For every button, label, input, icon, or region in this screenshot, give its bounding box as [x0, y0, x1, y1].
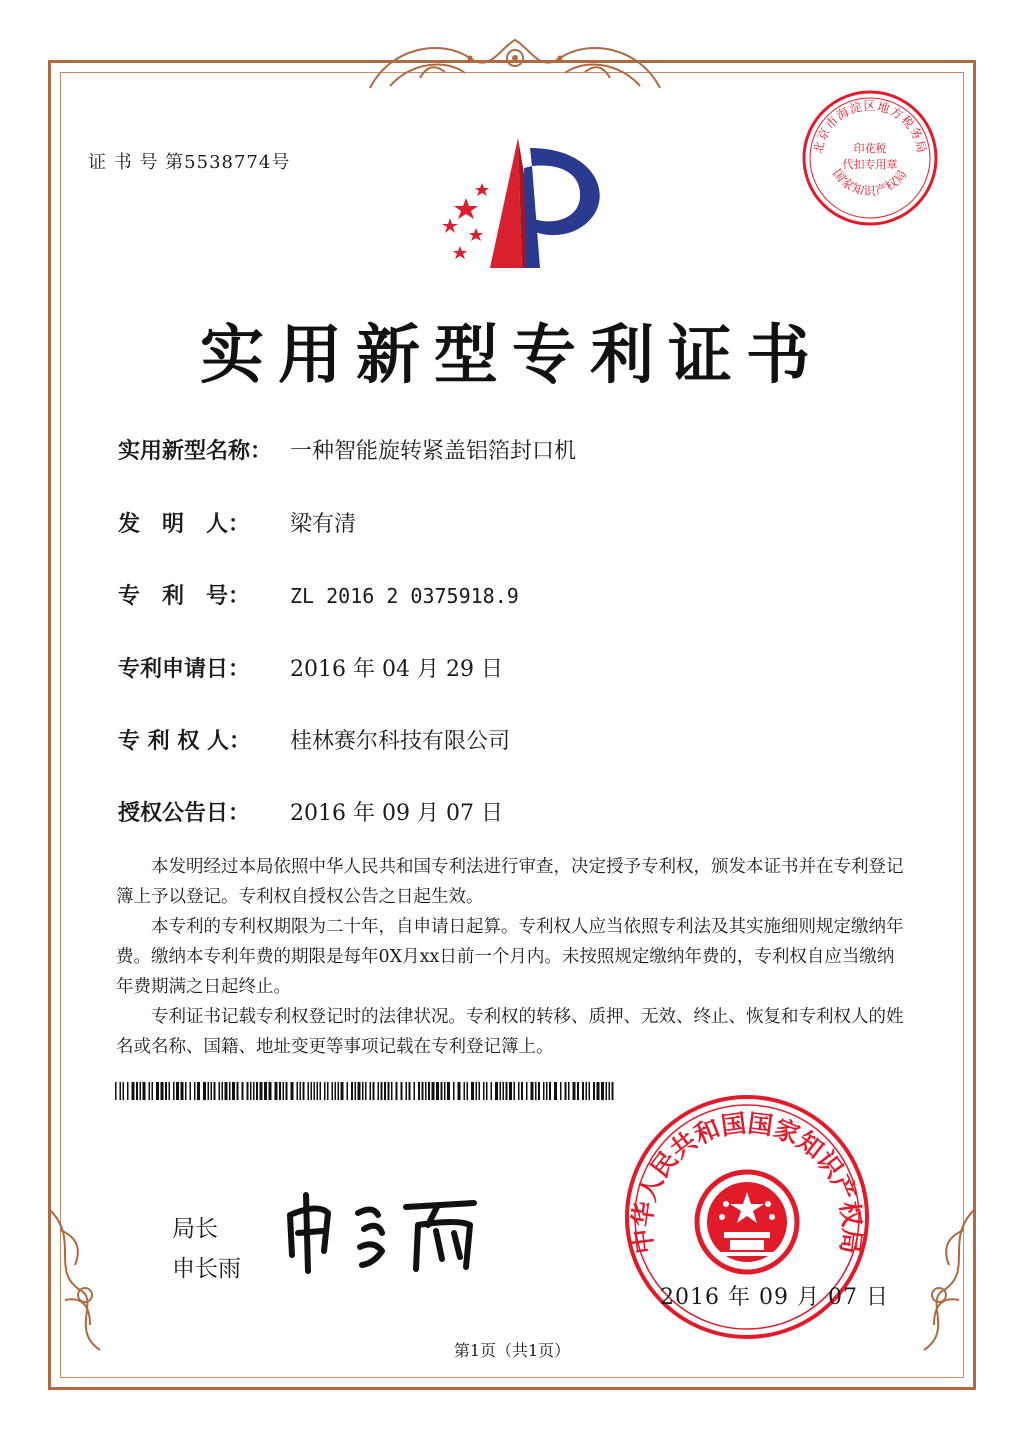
- certificate-body-text: [116, 852, 908, 1062]
- tax-stamp-center-line1: 印花税: [853, 142, 887, 155]
- barcode-bar: [526, 1082, 528, 1100]
- field-value: 梁有清: [290, 512, 357, 537]
- barcode-bar: [535, 1082, 537, 1100]
- barcode-bar: [173, 1082, 175, 1100]
- barcode-bar: [384, 1082, 386, 1100]
- barcode-bar: [538, 1082, 540, 1100]
- barcode-bar: [491, 1082, 493, 1100]
- barcode-bar: [185, 1082, 187, 1100]
- barcode-bar: [308, 1082, 310, 1100]
- barcode-bar: [589, 1082, 591, 1100]
- tax-stamp-bottom-text: 国家知识产权局: [829, 166, 911, 199]
- patent-office-logo: [420, 128, 610, 278]
- barcode-bar: [120, 1082, 122, 1100]
- certificate-number: 证 书 号 第5538774号: [88, 152, 291, 173]
- barcode-bar: [381, 1082, 383, 1100]
- barcode-bar: [303, 1082, 305, 1100]
- barcode-bar: [601, 1082, 604, 1100]
- barcode-bar: [543, 1082, 545, 1100]
- grant-date: 2016 年 09 月 07 日: [660, 1285, 889, 1310]
- barcode-bar: [464, 1082, 466, 1100]
- barcode-bar: [370, 1082, 372, 1100]
- bottom-right-ornament: [894, 1200, 984, 1360]
- barcode-bar: [506, 1082, 508, 1100]
- barcode-bar: [425, 1082, 427, 1100]
- field-label: 实用新型名称：: [118, 438, 273, 464]
- barcode-bar: [256, 1082, 258, 1100]
- barcode-bar: [483, 1082, 485, 1100]
- barcode-bar: [444, 1082, 446, 1100]
- barcode-bar: [391, 1082, 393, 1100]
- barcode-bar: [521, 1082, 523, 1100]
- field-label: 专 利 权 人：: [118, 728, 251, 754]
- barcode-bar: [441, 1082, 443, 1100]
- barcode-bar: [476, 1082, 478, 1100]
- field-value: ZL 2016 2 0375918.9: [290, 584, 519, 608]
- barcode-bar: [152, 1082, 154, 1100]
- barcode-bar: [320, 1082, 322, 1100]
- barcode-bar: [568, 1082, 570, 1100]
- barcode-bar: [211, 1082, 213, 1100]
- barcode-bar: [546, 1082, 548, 1100]
- barcode-bar: [253, 1082, 255, 1100]
- barcode-bar: [260, 1082, 263, 1100]
- barcode-bar: [495, 1082, 498, 1100]
- barcode-bar: [247, 1082, 249, 1100]
- barcode-bar: [612, 1082, 614, 1100]
- barcode-bar: [549, 1082, 551, 1100]
- barcode-bar: [401, 1082, 403, 1100]
- barcode-bar: [283, 1082, 285, 1100]
- barcode-bar: [573, 1082, 576, 1100]
- body-paragraph: 本专利的专利权期限为二十年，自申请日起算。专利权人应当依照专利法及其实施细则规定缴纳年费。缴纳本专利年费的期限是每年0X月xx日前一个月内。未按照规定缴纳年费的，专利权自应当缴纳年费期满之日起终止。: [116, 917, 904, 997]
- barcode-bar: [514, 1082, 516, 1100]
- barcode-bar: [297, 1082, 299, 1100]
- field-label: 发 明 人：: [118, 511, 251, 537]
- field-value: 2016 年 09 月 07 日: [290, 801, 503, 826]
- barcode-bar: [593, 1082, 595, 1100]
- barcode-bar: [479, 1082, 481, 1100]
- barcode-bar: [332, 1082, 334, 1100]
- barcode-bar: [140, 1082, 142, 1100]
- barcode-bar: [165, 1082, 167, 1100]
- barcode-bar: [237, 1082, 239, 1100]
- barcode-bar: [531, 1082, 534, 1100]
- barcode-bar: [503, 1082, 505, 1100]
- director-name: 申长雨: [172, 1256, 241, 1282]
- barcode-bar: [219, 1082, 221, 1100]
- director-title: 局长: [172, 1216, 218, 1242]
- barcode-bar: [422, 1082, 424, 1100]
- barcode-bar: [606, 1082, 608, 1100]
- barcode-bar: [286, 1082, 288, 1100]
- barcode-bar: [486, 1082, 488, 1100]
- field-label: 授权公告日：: [118, 800, 251, 826]
- barcode-bar: [518, 1082, 520, 1100]
- barcode-bar: [194, 1082, 196, 1100]
- barcode-bar: [554, 1082, 557, 1100]
- barcode-bar: [123, 1082, 125, 1100]
- barcode-bar: [341, 1082, 344, 1100]
- barcode-bar: [317, 1082, 319, 1100]
- barcode-bar: [279, 1082, 281, 1100]
- barcode-bar: [436, 1082, 439, 1100]
- barcode-bar: [428, 1082, 430, 1100]
- barcode-bar: [208, 1082, 210, 1100]
- barcode-bar: [242, 1082, 244, 1100]
- barcode-bar: [161, 1082, 164, 1100]
- field-patent-number: [118, 579, 519, 610]
- barcode-bar: [378, 1082, 380, 1100]
- field-inventor: [118, 507, 356, 538]
- barcode-bar: [222, 1082, 224, 1100]
- barcode-bar: [314, 1082, 316, 1100]
- field-label: 专 利 号：: [118, 583, 251, 609]
- barcode-bar: [396, 1082, 398, 1100]
- barcode-bar: [355, 1082, 357, 1100]
- barcode-bar: [351, 1082, 353, 1100]
- barcode-bar: [311, 1082, 313, 1100]
- barcode-bar: [338, 1082, 340, 1100]
- svg-text:国家知识产权局: [830, 166, 910, 198]
- field-patentee: [118, 724, 510, 755]
- barcode-bar: [115, 1082, 117, 1100]
- barcode-bar: [347, 1082, 349, 1100]
- field-value: 一种智能旋转紧盖铝箔封口机: [290, 439, 577, 464]
- barcode-bar: [509, 1082, 512, 1100]
- barcode-bar: [214, 1082, 216, 1100]
- bottom-left-ornament: [40, 1200, 130, 1360]
- barcode-bar: [275, 1082, 278, 1100]
- barcode-bar: [500, 1082, 502, 1100]
- barcode-bar: [609, 1082, 611, 1100]
- barcode-bar: [577, 1082, 579, 1100]
- tax-stamp-center-line2: 代扣专用章: [842, 158, 898, 171]
- barcode-bar: [560, 1082, 562, 1100]
- barcode: [115, 1082, 615, 1100]
- barcode-bar: [358, 1082, 361, 1100]
- page-number: 第1页（共1页）: [453, 1341, 571, 1360]
- barcode-bar: [136, 1082, 138, 1100]
- barcode-bar: [203, 1082, 206, 1100]
- barcode-bar: [335, 1082, 337, 1100]
- barcode-bar: [127, 1082, 129, 1100]
- certificate-title: 实用新型专利证书: [200, 318, 824, 393]
- barcode-bar: [269, 1082, 272, 1100]
- body-paragraph: 专利证书记载专利权登记时的法律状况。专利权的转移、质押、无效、终止、恢复和专利权人的姓名或名称、国籍、地址变更等事项记载在专利登记簿上。: [116, 1007, 904, 1057]
- barcode-bar: [324, 1082, 326, 1100]
- barcode-bar: [362, 1082, 364, 1100]
- body-paragraph: 本发明经过本局依照中华人民共和国专利法进行审查，决定授予专利权，颁发本证书并在专利登记簿上予以登记。专利权自授权公告之日起生效。: [116, 857, 904, 907]
- barcode-bar: [169, 1082, 171, 1100]
- barcode-bar: [582, 1082, 584, 1100]
- barcode-bar: [225, 1082, 228, 1100]
- barcode-bar: [453, 1082, 455, 1100]
- barcode-bar: [197, 1082, 200, 1100]
- barcode-bar: [406, 1082, 408, 1100]
- barcode-bar: [190, 1082, 192, 1100]
- barcode-bar: [458, 1082, 461, 1100]
- barcode-bar: [365, 1082, 367, 1100]
- barcode-bar: [586, 1082, 588, 1100]
- field-announcement-date: [118, 796, 503, 827]
- barcode-bar: [143, 1082, 146, 1100]
- barcode-bar: [432, 1082, 435, 1100]
- seal-ring-text: 中华人民共和国国家知识产权局: [627, 1108, 867, 1256]
- barcode-bar: [565, 1082, 567, 1100]
- field-utility-model-name: [118, 434, 576, 465]
- national-emblem-icon: [697, 1172, 797, 1272]
- barcode-bar: [264, 1082, 267, 1100]
- barcode-bar: [300, 1082, 302, 1100]
- barcode-bar: [232, 1082, 235, 1100]
- barcode-bar: [388, 1082, 390, 1100]
- barcode-bar: [229, 1082, 231, 1100]
- barcode-bar: [149, 1082, 151, 1100]
- barcode-bar: [250, 1082, 252, 1100]
- barcode-bar: [447, 1082, 450, 1100]
- barcode-bar: [156, 1082, 159, 1100]
- barcode-bar: [409, 1082, 411, 1100]
- barcode-bar: [418, 1082, 420, 1100]
- barcode-bar: [132, 1082, 135, 1100]
- director-signature: [278, 1185, 498, 1275]
- barcode-bar: [181, 1082, 184, 1100]
- tax-stamp-ring-text: 北京市海淀区地方税务局: [810, 99, 930, 155]
- barcode-bar: [414, 1082, 416, 1100]
- barcode-bar: [291, 1082, 294, 1100]
- field-value: 桂林赛尔科技有限公司: [290, 729, 511, 754]
- barcode-bar: [597, 1082, 600, 1100]
- field-label: 专利申请日：: [118, 656, 251, 682]
- barcode-bar: [176, 1082, 179, 1100]
- barcode-bar: [327, 1082, 329, 1100]
- tax-stamp: [800, 88, 940, 228]
- field-value: 2016 年 04 月 29 日: [290, 657, 503, 682]
- barcode-bar: [471, 1082, 474, 1100]
- top-scroll-ornament: [350, 28, 680, 98]
- field-filing-date: [118, 652, 503, 683]
- barcode-bar: [467, 1082, 469, 1100]
- barcode-bar: [373, 1082, 375, 1100]
